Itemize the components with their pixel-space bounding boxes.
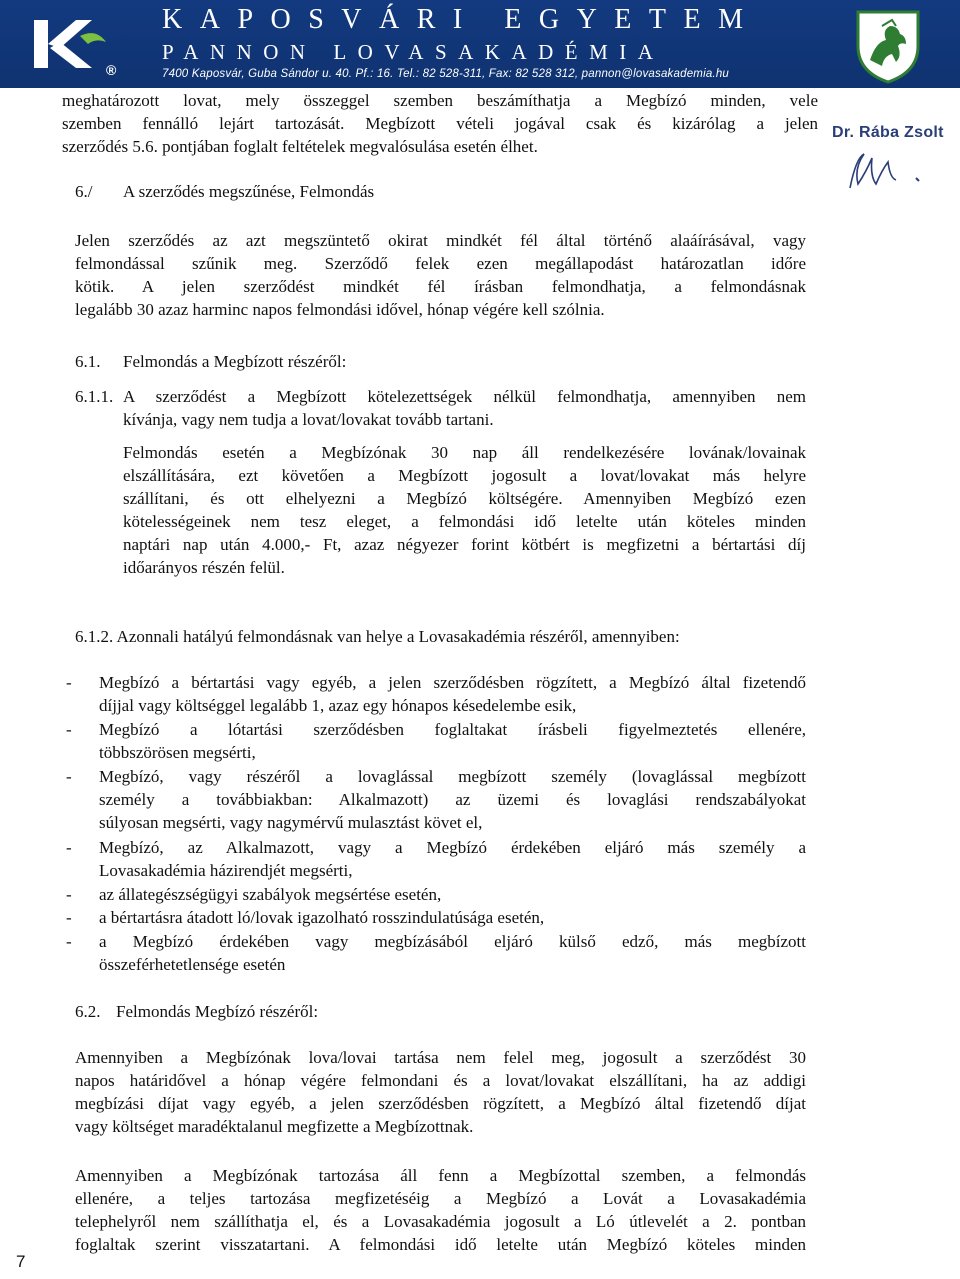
text-line: a bértartásra átadott ló/lovak igazolható rosszindulatúsága esetén, <box>99 908 545 927</box>
text-line: díjjal vagy költséggel legalább 1, azaz egy hónapos késedelembe esik, <box>99 696 577 715</box>
text-line: Jelen szerződés az azt megszüntető okirat mindkét fél által történő alaáírásával, vagy <box>75 231 806 250</box>
text-line: időarányos részén felül. <box>123 558 285 577</box>
text-line: többszörösen megsérti, <box>99 743 256 762</box>
letterhead-banner <box>0 0 960 88</box>
text-line: Megbízó a bértartási vagy egyéb, a jelen szerződésben rögzített, a Megbízó által fizetendő <box>99 673 806 692</box>
section-6-1-1-number: 6.1.1. <box>75 387 114 406</box>
text-line: szállítani, és ott elhelyezni a Megbízó költségére. Amennyiben Megbízó ezen <box>123 489 806 508</box>
text-line: súlyosan megsérti, vagy nagymérvű mulasztást követ el, <box>99 813 483 832</box>
registered-mark: ® <box>106 62 117 78</box>
list-item <box>66 883 806 906</box>
text-line: Felmondás esetén a Megbízónak 30 nap áll rendelkezésére lovának/lovainak <box>123 443 806 462</box>
text-line: naptári nap után 4.000,- Ft, azaz négyezer forint kötbért is megfizetni a bértartási díj <box>123 535 806 554</box>
text-line: kívánja, vagy nem tudja a lovat/lovakat tovább tartani. <box>123 410 494 429</box>
text-line: A szerződést a Megbízott kötelezettségek nélkül felmondhatja, amennyiben nem <box>123 387 806 406</box>
paragraph-6-1-1-details <box>123 441 806 579</box>
text-line: foglaltak szerint visszatartani. A felmondási idő letelte után Megbízó köteles minden <box>75 1235 806 1254</box>
paragraph-continuation <box>62 89 818 158</box>
text-line: Amennyiben a Megbízónak tartozása áll fenn a Megbízottal szemben, a felmondás <box>75 1166 806 1185</box>
text-line: Megbízó, vagy részéről a lovaglással megbízott személy (lovaglással megbízott <box>99 767 806 786</box>
text-line: Lovasakadémia házirendjét megsérti, <box>99 861 353 880</box>
list-item <box>66 718 806 764</box>
paragraph-6-2-a <box>75 1046 806 1138</box>
text-line: Megbízó a lótartási szerződésben foglaltakat írásbeli figyelmeztetés ellenére, <box>99 720 806 739</box>
university-name: KAPOSVÁRI EGYETEM <box>162 4 761 35</box>
paragraph-6-1-1 <box>123 385 806 431</box>
section-6-1-title: Felmondás a Megbízott részéről: <box>123 352 347 371</box>
text-line: szemben fennálló lejárt tartozását. Megbízott vételi jogával csak és kizárólag a jelen <box>62 114 818 133</box>
text-line: kötelességeinek nem tesz eleget, a felmondási idő letelte után köteles minden <box>123 512 806 531</box>
list-dash: - <box>66 838 72 857</box>
list-item <box>66 836 806 882</box>
text-line: szerződés 5.6. pontjában foglalt feltételek megvalósulása esetén élhet. <box>62 137 538 156</box>
text-line: telephelyről nem szállíthatja el, és a Lovasakadémia jogosult a Ló útlevelét a 2. pontban <box>75 1212 806 1231</box>
text-line: felmondással szűnik meg. Szerződő felek ezen megállapodást határozatlan időre <box>75 254 806 273</box>
text-line: legalább 30 azaz harminc napos felmondási idővel, hónap végére kell szólnia. <box>75 300 605 319</box>
list-dash: - <box>66 932 72 951</box>
text-line: meghatározott lovat, mely összeggel szemben beszámíthatja a Megbízó minden, vele <box>62 91 818 110</box>
section-6-1-number: 6.1. <box>75 352 101 371</box>
contact-line: 7400 Kaposvár, Guba Sándor u. 40. Pf.: 16. Tel.: 82 528-311, Fax: 82 528 312, pannon@lovasakademia.hu <box>162 68 730 80</box>
academy-name: PANNON LOVASAKADÉMIA <box>162 40 665 64</box>
page-number: 7 <box>16 1252 26 1271</box>
text-line: összeférhetetlensége esetén <box>99 955 286 974</box>
list-dash: - <box>66 673 72 692</box>
signatory-stamp: Dr. Rába Zsolt <box>832 124 944 141</box>
text-line: Amennyiben a Megbízónak lova/lovai tartása nem felel meg, jogosult a szerződést 30 <box>75 1048 806 1067</box>
text-line: megbízási díjat vagy egyéb, a jelen szerződésben rögzített, a Megbízó által fizetendő díjat <box>75 1094 806 1113</box>
text-line: kötik. A jelen szerződést mindkét fél írásban felmondhatja, a felmondásnak <box>75 277 806 296</box>
paragraph-6-2-b <box>75 1164 806 1256</box>
text-line: az állategészségügyi szabályok megsértése esetén, <box>99 885 442 904</box>
text-line: személy a továbbiakban: Alkalmazott) az üzemi és lovaglási rendszabályokat <box>99 790 806 809</box>
list-dash: - <box>66 767 72 786</box>
text-line: vagy költséget maradéktalanul megfizette a Megbízottnak. <box>75 1117 474 1136</box>
text-line: a Megbízó érdekében vagy megbízásából eljáró külső edző, más megbízott <box>99 932 806 951</box>
list-item <box>66 906 806 929</box>
section-6-2-title: Felmondás Megbízó részéről: <box>116 1002 319 1021</box>
text-line: napos határidővel a hónap végére felmondani és a lovat/lovakat elszállítani, ha az addigi <box>75 1071 806 1090</box>
section-6-title: A szerződés megszűnése, Felmondás <box>123 182 375 201</box>
list-dash: - <box>66 885 72 904</box>
text-line: elszállítására, ezt követően a Megbízott jogosult a lovat/lovakat más helyre <box>123 466 806 485</box>
equestrian-seal-icon <box>852 8 924 84</box>
list-item <box>66 765 806 834</box>
list-item <box>66 671 806 717</box>
paragraph-termination <box>75 229 806 321</box>
text-line: ellenére, a teljes tartozása megfizetéséig a Megbízó a Lovát a Lovasakadémia <box>75 1189 806 1208</box>
list-dash: - <box>66 720 72 739</box>
list-dash: - <box>66 908 72 927</box>
university-logo-icon <box>30 14 110 74</box>
section-6-1-2-heading: 6.1.2. Azonnali hatályú felmondásnak van helye a Lovasakadémia részéről, amennyiben: <box>75 627 680 646</box>
section-6-2-number: 6.2. <box>75 1002 101 1021</box>
text-line: Megbízó, az Alkalmazott, vagy a Megbízó érdekében eljáró más személy a <box>99 838 806 857</box>
list-item <box>66 930 806 976</box>
handwritten-signature <box>846 148 930 194</box>
section-6-number: 6./ <box>75 182 93 201</box>
